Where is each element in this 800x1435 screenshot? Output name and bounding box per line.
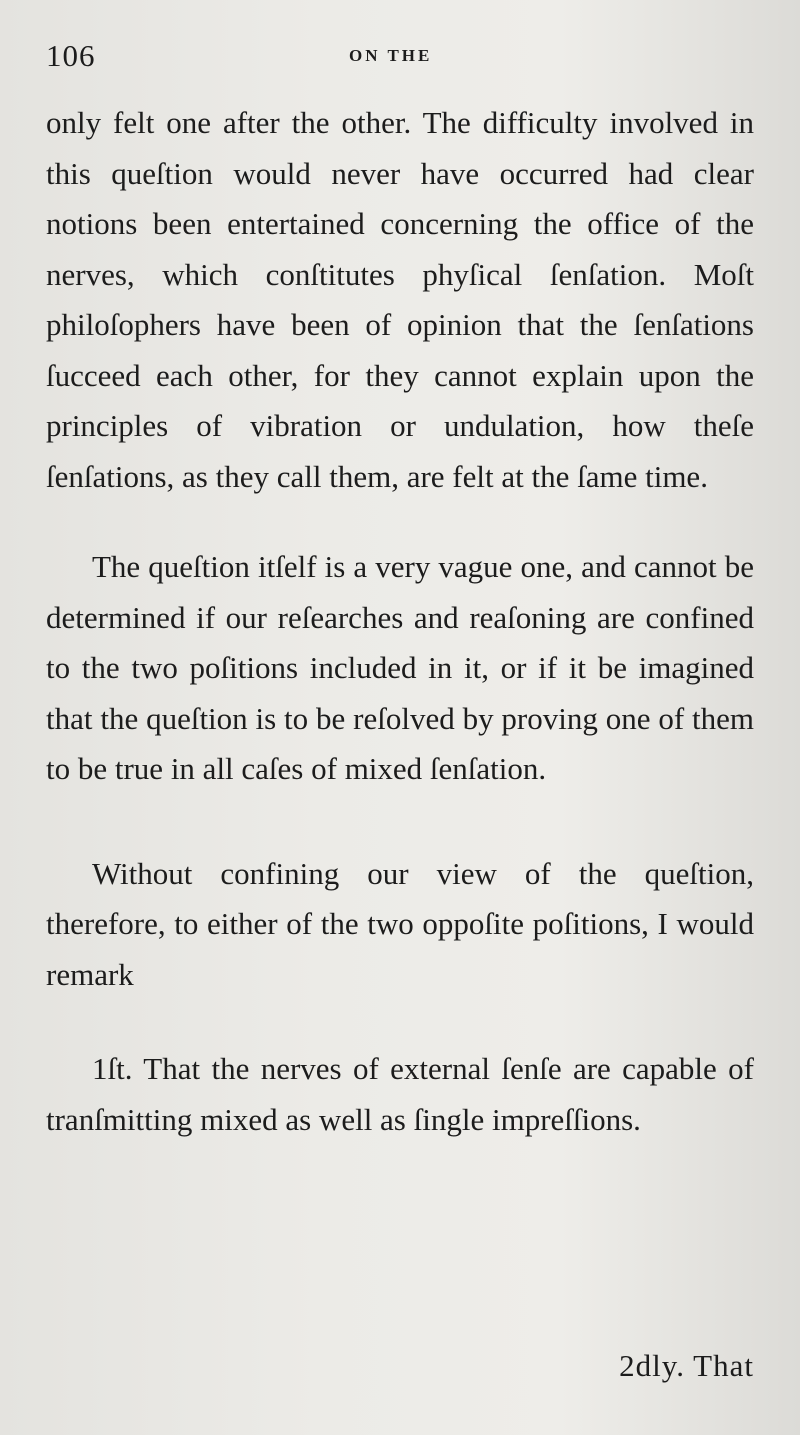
page-header	[46, 38, 754, 78]
page-number: 106	[46, 38, 96, 73]
paragraph: 1ſt. That the nerves of external ſenſe are capable of tranſmitting mixed as well as ſingle impreſſions.	[46, 1051, 754, 1137]
running-head: ON THE	[349, 46, 433, 65]
paragraph: The queſtion itſelf is a very vague one, and cannot be determined if our reſearches and reaſoning are confined to the two poſitions included in it, or if it be imagined that the queſtion is to be reſolved by proving one of them to be true in all caſes of mixed ſenſation.	[46, 549, 754, 786]
paragraph: only felt one after the other. The difficulty involved in this queſtion would never have occurred had clear notions been entertained concerning the office of the nerves, which conſtitutes phyſical ſenſation. Moſt philoſophers have been of opinion that the ſenſations ſucceed each other, for they cannot explain upon the principles of vibration or undulation, how theſe ſenſations, as they call them, are felt at the ſame time.	[46, 105, 754, 494]
paragraph: Without confining our view of the queſtion, therefore, to either of the two oppoſite poſitions, I would remark	[46, 855, 754, 992]
body-text	[46, 98, 754, 1145]
catchword: 2dly. That	[619, 1348, 754, 1383]
